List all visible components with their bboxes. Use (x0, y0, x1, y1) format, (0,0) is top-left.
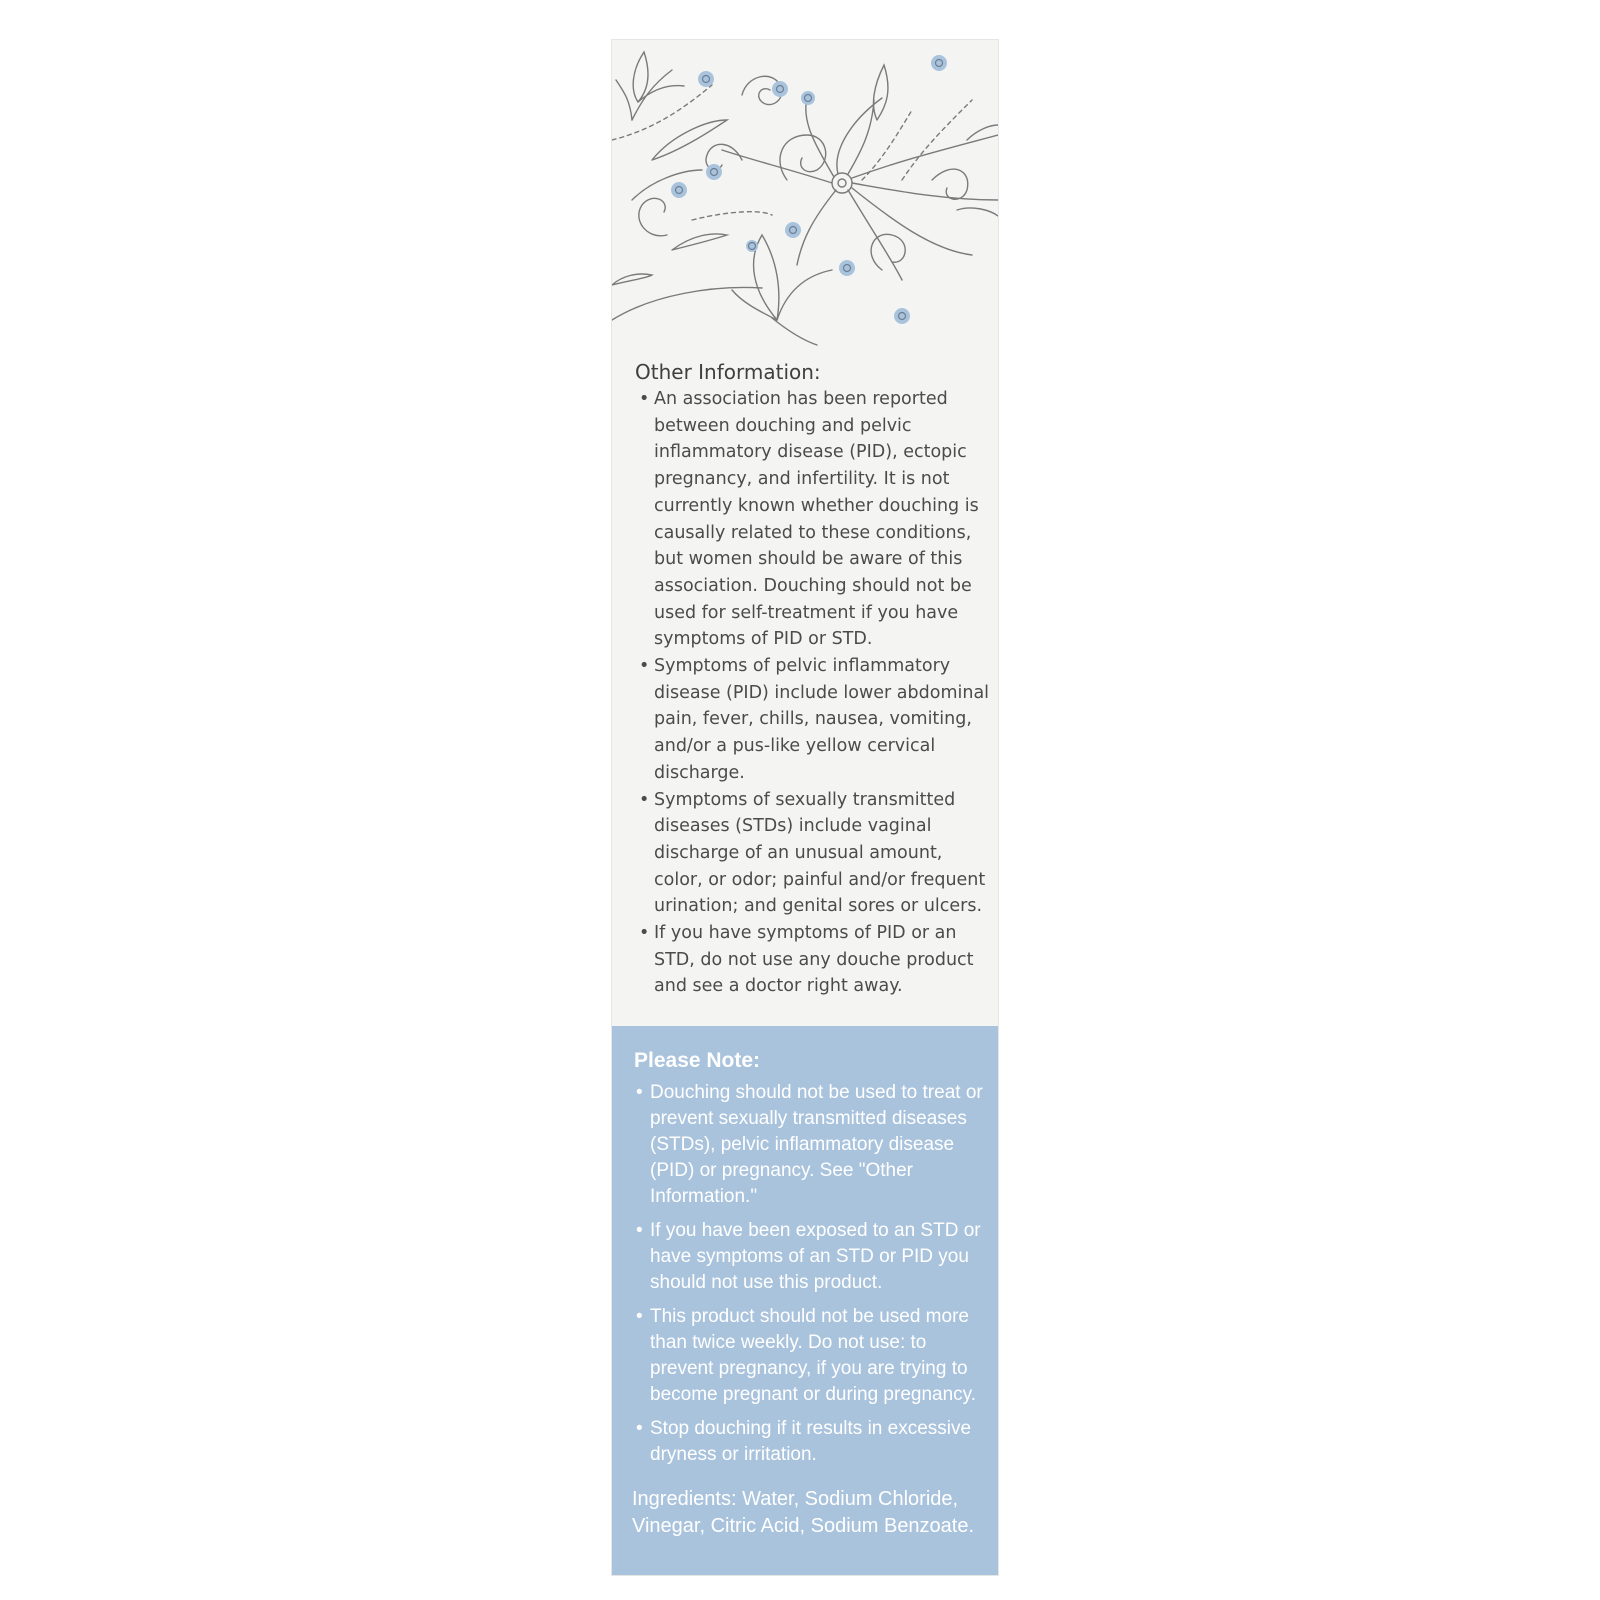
list-item: • Stop douching if it results in excessive dryness or irritation. (634, 1416, 986, 1468)
other-information-section (635, 358, 990, 1000)
other-information-list (638, 386, 990, 1000)
please-note-content (634, 1048, 986, 1476)
list-item: • If you have been exposed to an STD or have symptoms of an STD or PID you should not use this product. (634, 1218, 986, 1296)
ingredients-text: Ingredients: Water, Sodium Chloride, Vinegar, Citric Acid, Sodium Benzoate. (632, 1488, 975, 1537)
please-note-heading: Please Note: (634, 1049, 761, 1072)
please-note-section (612, 1026, 998, 1575)
list-item: • If you have symptoms of PID or an STD, do not use any douche product and see a doctor right away. (638, 920, 990, 1000)
list-item: • This product should not be used more than twice weekly. Do not use: to prevent pregnancy, if you are trying to become pregnant or during pregnancy. (634, 1304, 986, 1408)
list-item: • Symptoms of pelvic inflammatory disease (PID) include lower abdominal pain, fever, chills, nausea, vomiting, and/or a pus-like yellow cervical discharge. (638, 653, 990, 787)
list-item: • Symptoms of sexually transmitted diseases (STDs) include vaginal discharge of an unusual amount, color, or odor; painful and/or frequent urination; and genital sores or ulcers. (638, 787, 990, 921)
package-side-panel (612, 40, 998, 1575)
list-item: • An association has been reported between douching and pelvic inflammatory disease (PID), ectopic pregnancy, and infertility. It is not currently known whether douching is causally related to these conditions, but women should be aware of this association. Douching should not be used for self-treatment if you have symptoms of PID or STD. (638, 386, 990, 653)
other-information-heading: Other Information: (635, 360, 821, 384)
list-item: • Douching should not be used to treat or prevent sexually transmitted diseases (STDs), pelvic inflammatory disease (PID) or pregnancy. See "Other Information." (634, 1080, 986, 1210)
floral-illustration (612, 40, 998, 350)
please-note-list (634, 1080, 986, 1468)
